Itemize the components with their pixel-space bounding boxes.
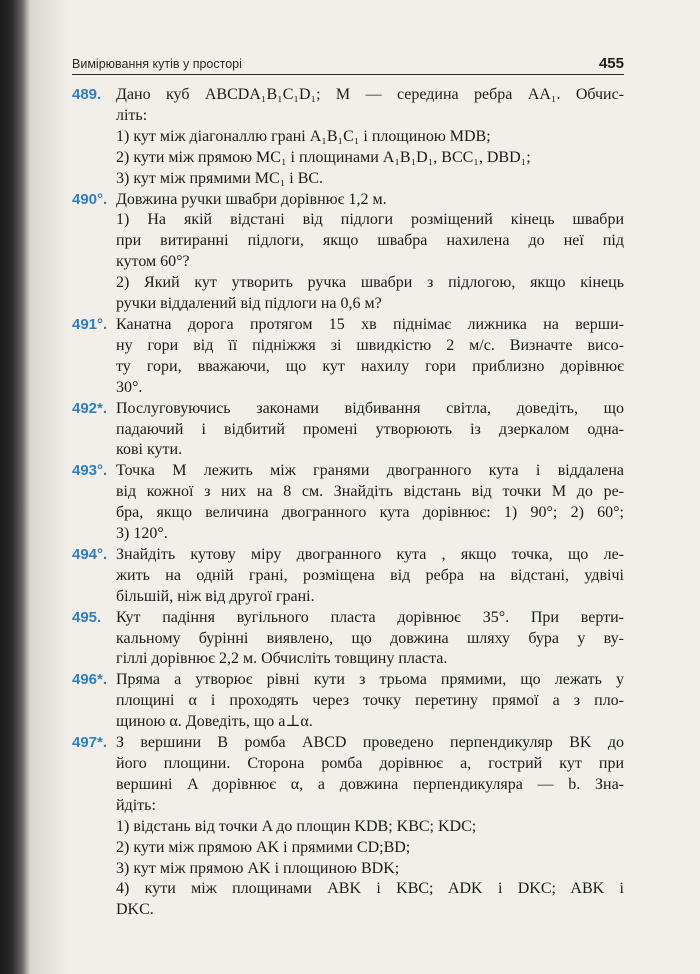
problem-text-line: 4) кути між площинами ABK і KBC; ADK і DKC; ABK і (116, 880, 624, 898)
problem-text-line: вершині A дорівнює α, а довжина перпендикуляра — b. Зна- (116, 775, 624, 793)
running-header (72, 52, 624, 75)
problem-text-line: З вершини B ромба ABCD проведено перпендикуляр BK до (116, 734, 624, 752)
problem-text-line: його площини. Сторона ромба дорівнює a, гострий кут при (116, 755, 624, 772)
problem-text-line: Знайдіть кутову міру двогранного кута , якщо точка, що ле- (116, 545, 624, 563)
problem-text-line: Кут падіння вугільного пласта дорівнює 35°. При верти- (116, 608, 624, 626)
problem-text-line: 2) кути між прямою MC₁ і площинами A₁B₁D₁, BCC₁, DBD₁; (116, 148, 531, 166)
problem-text-line: від кожної з них на 8 см. Знайдіть відстань від точки M до ре- (116, 483, 624, 501)
problem-text-line: ну гори від її підніжжя зі швидкістю 2 м/с. Визначте висо- (116, 336, 624, 354)
problem-text-line: Точка M лежить між гранями двогранного кута і віддалена (116, 462, 624, 480)
problem-number: 497*. (72, 734, 108, 752)
problem-text-line: йдіть: (116, 796, 156, 814)
problem-text-line: 2) кути між прямою AK і прямими CD;BD; (116, 838, 411, 856)
problem-text-line: Послуговуючись законами відбивання світла, доведіть, що (116, 399, 624, 417)
problem-text-line: кутом 60°? (116, 253, 190, 271)
problem-text-line: щиною α. Доведіть, що a⊥α. (116, 713, 313, 731)
problem-text-line: 1) відстань від точки A до площин KDB; KBC; KDC; (116, 817, 477, 835)
problem-text-line: Пряма a утворює рівні кути з трьома прямими, що лежать у (116, 671, 624, 689)
problem-text-line: 3) кут між прямими MC₁ і BC. (116, 169, 324, 187)
problem-item (72, 315, 624, 399)
problem-text-line: 1) На якій відстані від підлоги розміщений кінець швабри (116, 211, 624, 229)
problem-number: 491°. (72, 315, 108, 333)
problem-item (72, 670, 624, 733)
problem-text-line: гіллі дорівнює 2,2 м. Обчисліть товщину пласта. (116, 650, 448, 668)
problem-text-line: бра, якщо величина двогранного кута дорівнює: 1) 90°; 2) 60°; (116, 504, 624, 522)
problem-text-line: кальному бурінні виявлено, що довжина шляху бура у ву- (116, 629, 624, 647)
problem-list (72, 85, 624, 921)
problem-number: 490°. (72, 190, 108, 208)
problem-text-line: площині α і проходять через точку перетину прямої a з пло- (116, 692, 624, 710)
problem-item (72, 190, 624, 315)
problem-text-line: 1) кут між діагоналлю грані A₁B₁C₁ і площиною MDB; (116, 127, 491, 145)
problem-number: 496*. (72, 671, 108, 689)
problem-item (72, 399, 624, 462)
problem-number: 495. (72, 608, 102, 626)
problem-text-line: 2) Який кут утворить ручка швабри з підлогою, якщо кінець (116, 274, 624, 292)
problem-text-line: літь: (116, 106, 148, 124)
problem-item (72, 461, 624, 545)
problem-text-line: Дано куб ABCDA₁B₁C₁D₁; M — середина ребра AA₁. Обчис- (116, 86, 624, 103)
problem-text-line: падаючий і відбитий промені утворюють із дзеркалом одна- (116, 420, 624, 438)
problem-text-line: жить на одній грані, розміщена від ребра на відстані, удвічі (116, 566, 624, 584)
problem-text-line: 30°. (116, 378, 143, 396)
problem-text-line: кові кути. (116, 441, 183, 459)
problem-text-line: при витиранні підлоги, якщо швабра нахилена до неї під (116, 232, 624, 250)
section-title: Вимірювання кутів у просторі (72, 57, 242, 71)
problem-number: 489. (72, 86, 102, 103)
problem-text-line: 3) кут між прямою AK і площиною BDK; (116, 859, 400, 877)
page-number: 455 (598, 55, 624, 72)
problem-item (72, 608, 624, 671)
problem-number: 494°. (72, 545, 108, 563)
problem-text-line: ту гори, вважаючи, що кут нахилу гори приблизно дорівнює (116, 357, 624, 375)
page-gutter-shadow (30, 0, 70, 974)
problem-text-line: Канатна дорога протягом 15 хв піднімає лижника на верши- (116, 315, 624, 333)
problem-text-line: 3) 120°. (116, 525, 168, 543)
problem-item (72, 733, 624, 921)
book-spine (0, 0, 30, 974)
problem-item (72, 545, 624, 608)
problem-item (72, 85, 624, 190)
problem-text-line: Довжина ручки швабри дорівнює 1,2 м. (116, 190, 387, 208)
problem-text-line: DKC. (116, 901, 154, 919)
problem-text-line: ручки віддалений від підлоги на 0,6 м? (116, 295, 382, 313)
problem-text-line: більшій, ніж від другої грані. (116, 587, 315, 605)
problem-number: 493°. (72, 462, 108, 480)
problem-number: 492*. (72, 399, 108, 417)
